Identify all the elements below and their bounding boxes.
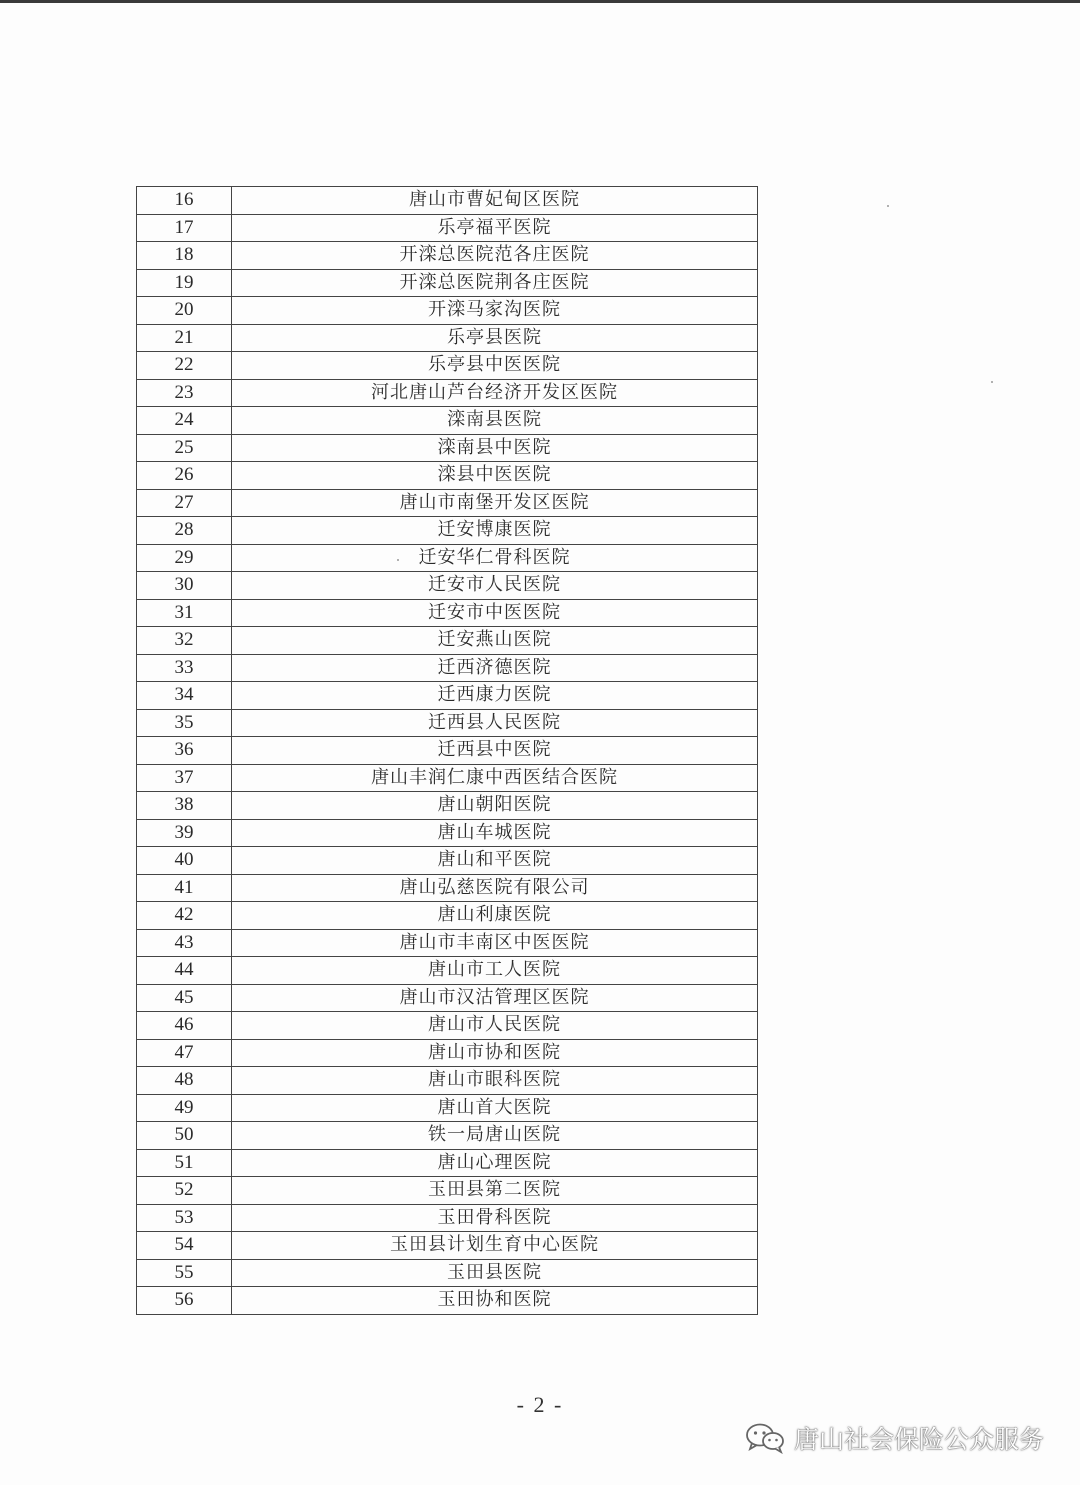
table-row	[137, 324, 758, 352]
hospital-name-cell: 玉田县计划生育中心医院	[232, 1232, 758, 1260]
table-row	[137, 1094, 758, 1122]
table-row	[137, 1122, 758, 1150]
hospital-name-cell: 乐亭福平医院	[232, 214, 758, 242]
row-number-cell: 19	[137, 269, 232, 297]
row-number-cell: 18	[137, 242, 232, 270]
table-row	[137, 847, 758, 875]
row-number-cell: 34	[137, 682, 232, 710]
row-number-cell: 20	[137, 297, 232, 325]
row-number-cell: 16	[137, 187, 232, 215]
table-row	[137, 1177, 758, 1205]
table-row	[137, 352, 758, 380]
row-number-cell: 38	[137, 792, 232, 820]
scan-speck	[991, 381, 993, 383]
row-number-cell: 53	[137, 1204, 232, 1232]
hospital-name-cell: 玉田协和医院	[232, 1287, 758, 1315]
table-row	[137, 379, 758, 407]
table-row	[137, 1149, 758, 1177]
watermark-account-name: 唐山社会保险公众服务	[793, 1425, 1044, 1454]
row-number-cell: 49	[137, 1094, 232, 1122]
row-number-cell: 22	[137, 352, 232, 380]
table-row	[137, 544, 758, 572]
row-number-cell: 23	[137, 379, 232, 407]
hospital-name-cell: 乐亭县医院	[232, 324, 758, 352]
table-row	[137, 462, 758, 490]
hospital-name-cell: 迁安市人民医院	[232, 572, 758, 600]
table-row	[137, 1259, 758, 1287]
table-row	[137, 187, 758, 215]
hospital-name-cell: 迁安博康医院	[232, 517, 758, 545]
row-number-cell: 21	[137, 324, 232, 352]
table-row	[137, 764, 758, 792]
table-row	[137, 214, 758, 242]
hospital-name-cell: 开滦马家沟医院	[232, 297, 758, 325]
table-row	[137, 1067, 758, 1095]
row-number-cell: 41	[137, 874, 232, 902]
hospital-name-cell: 唐山市眼科医院	[232, 1067, 758, 1095]
row-number-cell: 54	[137, 1232, 232, 1260]
row-number-cell: 43	[137, 929, 232, 957]
row-number-cell: 51	[137, 1149, 232, 1177]
hospital-list-table-container	[136, 186, 758, 1315]
hospital-name-cell: 迁安市中医医院	[232, 599, 758, 627]
hospital-name-cell: 唐山朝阳医院	[232, 792, 758, 820]
hospital-name-cell: 乐亭县中医医院	[232, 352, 758, 380]
hospital-name-cell: 唐山市协和医院	[232, 1039, 758, 1067]
row-number-cell: 45	[137, 984, 232, 1012]
row-number-cell: 29	[137, 544, 232, 572]
row-number-cell: 28	[137, 517, 232, 545]
table-row	[137, 297, 758, 325]
row-number-cell: 31	[137, 599, 232, 627]
hospital-name-cell: 唐山和平医院	[232, 847, 758, 875]
table-row	[137, 1012, 758, 1040]
hospital-name-cell: 唐山市人民医院	[232, 1012, 758, 1040]
hospital-list-table-body	[137, 187, 758, 1315]
table-row	[137, 242, 758, 270]
hospital-name-cell: 迁西县中医院	[232, 737, 758, 765]
hospital-name-cell: 唐山车城医院	[232, 819, 758, 847]
row-number-cell: 40	[137, 847, 232, 875]
hospital-name-cell: 唐山市工人医院	[232, 957, 758, 985]
row-number-cell: 47	[137, 1039, 232, 1067]
hospital-name-cell: 唐山首大医院	[232, 1094, 758, 1122]
row-number-cell: 35	[137, 709, 232, 737]
table-row	[137, 874, 758, 902]
hospital-name-cell: 玉田县医院	[232, 1259, 758, 1287]
row-number-cell: 32	[137, 627, 232, 655]
hospital-name-cell: 唐山市丰南区中医医院	[232, 929, 758, 957]
table-row	[137, 792, 758, 820]
table-row	[137, 269, 758, 297]
row-number-cell: 52	[137, 1177, 232, 1205]
table-row	[137, 902, 758, 930]
table-row	[137, 599, 758, 627]
hospital-name-cell: 迁西县人民医院	[232, 709, 758, 737]
row-number-cell: 26	[137, 462, 232, 490]
scan-speck	[887, 205, 889, 207]
table-row	[137, 434, 758, 462]
row-number-cell: 27	[137, 489, 232, 517]
hospital-name-cell: 铁一局唐山医院	[232, 1122, 758, 1150]
row-number-cell: 44	[137, 957, 232, 985]
scan-top-edge	[0, 0, 1080, 3]
table-row	[137, 737, 758, 765]
hospital-name-cell: 唐山利康医院	[232, 902, 758, 930]
row-number-cell: 46	[137, 1012, 232, 1040]
hospital-name-cell: 迁安燕山医院	[232, 627, 758, 655]
hospital-name-cell: 迁西康力医院	[232, 682, 758, 710]
table-row	[137, 1204, 758, 1232]
hospital-name-cell: 迁安华仁骨科医院	[232, 544, 758, 572]
table-row	[137, 1039, 758, 1067]
row-number-cell: 36	[137, 737, 232, 765]
hospital-name-cell: 唐山市汉沽管理区医院	[232, 984, 758, 1012]
table-row	[137, 489, 758, 517]
row-number-cell: 55	[137, 1259, 232, 1287]
row-number-cell: 24	[137, 407, 232, 435]
table-row	[137, 929, 758, 957]
row-number-cell: 25	[137, 434, 232, 462]
table-row	[137, 957, 758, 985]
table-row	[137, 682, 758, 710]
row-number-cell: 56	[137, 1287, 232, 1315]
hospital-name-cell: 迁西济德医院	[232, 654, 758, 682]
row-number-cell: 33	[137, 654, 232, 682]
table-row	[137, 1232, 758, 1260]
table-row	[137, 627, 758, 655]
row-number-cell: 30	[137, 572, 232, 600]
row-number-cell: 17	[137, 214, 232, 242]
hospital-name-cell: 唐山心理医院	[232, 1149, 758, 1177]
row-number-cell: 48	[137, 1067, 232, 1095]
table-row	[137, 654, 758, 682]
scan-speck	[397, 559, 399, 561]
hospital-name-cell: 唐山市南堡开发区医院	[232, 489, 758, 517]
hospital-name-cell: 河北唐山芦台经济开发区医院	[232, 379, 758, 407]
hospital-name-cell: 开滦总医院荆各庄医院	[232, 269, 758, 297]
wechat-icon	[744, 1422, 786, 1454]
row-number-cell: 37	[137, 764, 232, 792]
row-number-cell: 39	[137, 819, 232, 847]
hospital-name-cell: 唐山丰润仁康中西医结合医院	[232, 764, 758, 792]
hospital-name-cell: 滦县中医医院	[232, 462, 758, 490]
hospital-name-cell: 玉田骨科医院	[232, 1204, 758, 1232]
table-row	[137, 407, 758, 435]
table-row	[137, 1287, 758, 1315]
row-number-cell: 50	[137, 1122, 232, 1150]
row-number-cell: 42	[137, 902, 232, 930]
table-row	[137, 819, 758, 847]
page-number: - 2 -	[516, 1392, 564, 1417]
hospital-name-cell: 玉田县第二医院	[232, 1177, 758, 1205]
table-row	[137, 572, 758, 600]
table-row	[137, 984, 758, 1012]
table-row	[137, 517, 758, 545]
hospital-name-cell: 滦南县中医院	[232, 434, 758, 462]
hospital-name-cell: 唐山弘慈医院有限公司	[232, 874, 758, 902]
hospital-name-cell: 滦南县医院	[232, 407, 758, 435]
hospital-name-cell: 唐山市曹妃甸区医院	[232, 187, 758, 215]
hospital-list-table	[136, 186, 758, 1315]
table-row	[137, 709, 758, 737]
hospital-name-cell: 开滦总医院范各庄医院	[232, 242, 758, 270]
wechat-account-watermark	[744, 1420, 1044, 1456]
